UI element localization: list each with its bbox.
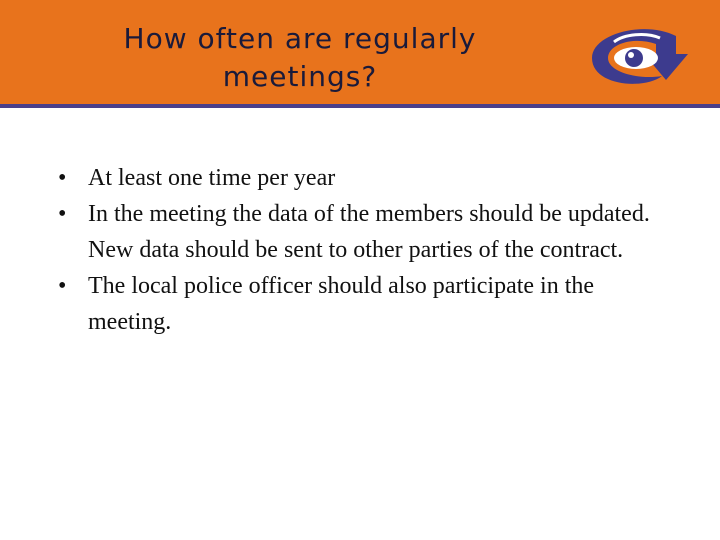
title-bar bbox=[0, 0, 720, 104]
bullet-item bbox=[58, 268, 658, 340]
slide-title bbox=[60, 20, 540, 96]
bullet-glyph: • bbox=[58, 273, 67, 299]
bullet-text: At least one time per year bbox=[88, 165, 336, 191]
bullet-item bbox=[58, 160, 658, 196]
bullet-glyph: • bbox=[58, 165, 67, 191]
bullet-text: The local police officer should also participate in the meeting. bbox=[88, 273, 595, 335]
title-bar-underline bbox=[0, 104, 720, 108]
slide-title-line-2: meetings? bbox=[222, 60, 378, 93]
bullet-text: In the meeting the data of the members should be updated. New data should be sent to other parties of the contract. bbox=[88, 201, 650, 263]
slide-title-line-1: How often are regularly bbox=[123, 22, 477, 55]
bullet-list bbox=[58, 160, 658, 340]
eye-house-logo-icon bbox=[584, 14, 696, 96]
bullet-glyph: • bbox=[58, 201, 67, 227]
bullet-item bbox=[58, 196, 658, 268]
